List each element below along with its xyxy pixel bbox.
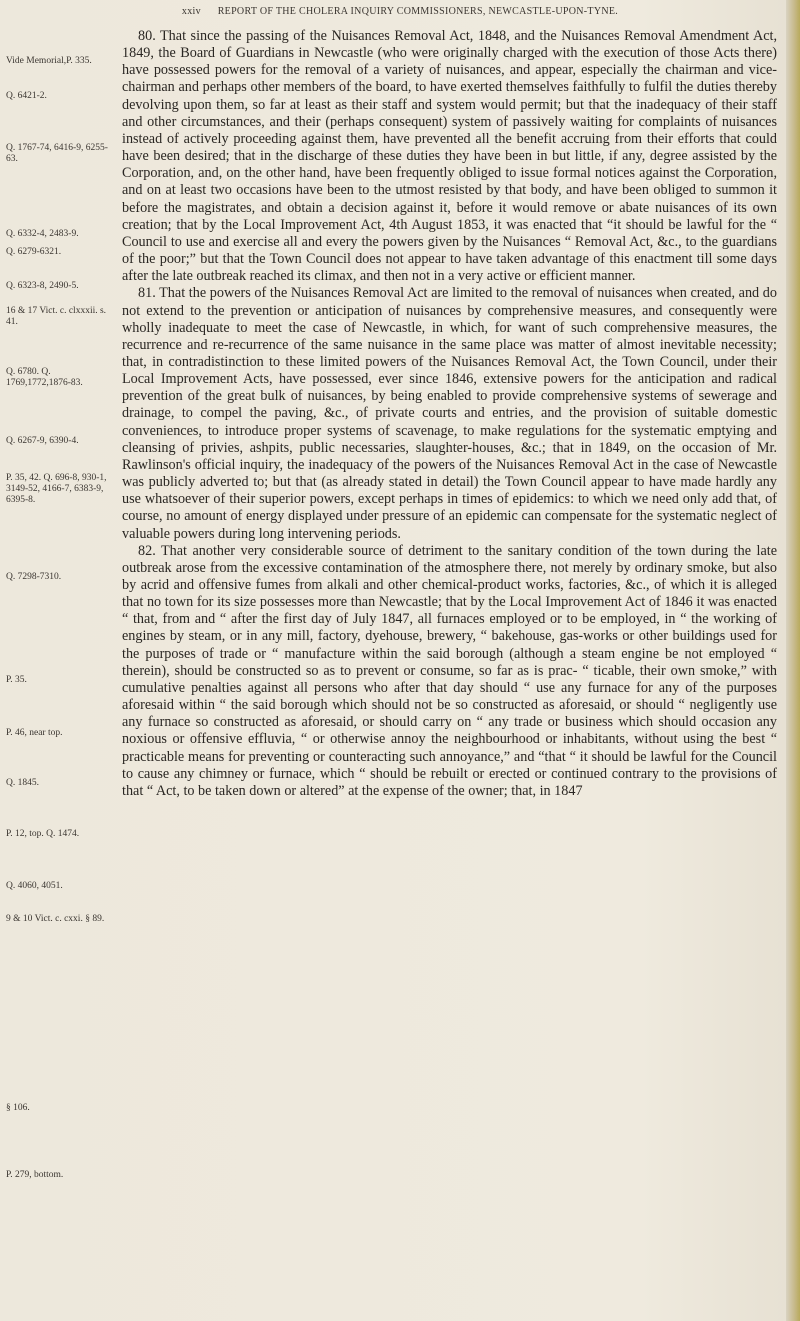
page-number: xxiv [181,6,201,17]
margin-note: Q. 4060, 4051. [6,881,63,891]
margin-note: P. 35. [6,675,27,685]
margin-note: Q. 6421-2. [6,91,47,101]
running-header [0,6,800,17]
margin-note: Q. 6332-4, 2483-9. [6,229,79,239]
margin-note: 16 & 17 Vict. c. clxxxii. s. 41. [6,306,107,327]
margin-note: P. 12, top. Q. 1474. [6,829,80,839]
margin-note: Q. 7298-7310. [6,572,62,582]
margin-note: Q. 6323-8, 2490-5. [6,281,79,291]
margin-note: 9 & 10 Vict. c. cxxi. § 89. [6,914,105,924]
paragraph-81: 81. That the powers of the Nuisances Removal Act are limited to the removal of nuisances when created, and do not extend to the prevention or anticipation of nuisances by comprehensive measures, and consequently were wholly inadequate to meet the case of Newcastle, in which, for want of such comprehensive measures, the recurrence and re-recurrence of the same nuisance in the same place was matter of almost inevitable necessity; that, in contradistinction to these limited powers of the Nuisances Removal Act, the Town Council, under their Local Improvement Acts, have possessed, ever since 1846, extensive powers for the anticipation and radical prevention of the great bulk of nuisances, by being enabled to provide comprehensive systems of sewerage and drainage, to compel the paving, &c., of private courts and entries, and the provision of suitable domestic conveniences, to introduce proper systems of scavenage, to make regulations for the systematic emptying and cleansing of privies, ashpits, public necessaries, slaughter-houses, &c.; that in 1849, on the occasion of Mr. Rawlinson's official inquiry, the inadequacy of the powers of the Nuisances Removal Act in the case of Newcastle was publicly adverted to; but that (as already stated in detail) the Town Council appear to have made hardly any use whatsoever of their superior powers, except perhaps in times of epidemics: to which we need only add that, of course, no amount of energy displayed under pressure of an epidemic can compensate for the systematic neglect of valuable powers during long intervening periods. [122,285,777,542]
body-text [122,28,777,800]
margin-note: P. 279, bottom. [6,1170,64,1180]
margin-note: P. 35, 42. Q. 696-8, 930-1, 3149-52, 4166-7, 6383-9, 6395-8. [6,473,107,505]
margin-note: § 106. [6,1103,30,1113]
margin-note: Q. 6279-6321. [6,247,62,257]
paragraph-80: 80. That since the passing of the Nuisances Removal Act, 1848, and the Nuisances Removal Amendment Act, 1849, the Board of Guardians in Newcastle (who were originally charged with the execution of those Acts there) have possessed powers for the removal of a variety of nuisances, and appear, especially the chairman and vice-chairman and perhaps other members of the board, to have exerted themselves faithfully to fulfil the duties thereby devolving upon them, so far at least as their staff and system would permit; but that the inadequacy of their staff and other circumstances, and their (perhaps consequent) system of passively waiting for complaints of nuisances instead of actively proceeding against them, have prevented all the benefit accruing from their efforts that could have been desired; that in the discharge of these duties they have been in but little, if any, degree assisted by the Corporation, and, on the other hand, have been frequently obliged to issue formal notices against the Corporation, and on at least two occasions have been to the utmost resisted by that body, and have been obliged to summon it before the magistrates, and obtain a decision against it, before it would remove or abate nuisances of its own creation; that by the Local Improvement Act, 4th August 1853, it was enacted that “it should be lawful for the “ Council to use and exercise all and every the powers given by the Nuisances “ Removal Act, &c., to the guardians of the poor;” but that the Town Council does not appear to have taken advantage of this enactment till some days after the late outbreak reached its climax, and then not in a very active or efficient manner. [122,28,777,285]
margin-note: Q. 1767-74, 6416-9, 6255-63. [6,143,108,164]
margin-note: Q. 1845. [6,778,39,788]
running-title: REPORT OF THE CHOLERA INQUIRY COMMISSIONERS, NEWCASTLE-UPON-TYNE. [217,6,619,17]
margin-note: Q. 6780. Q. 1769,1772,1876-83. [6,367,83,388]
paragraph-82: 82. That another very considerable source of detriment to the sanitary condition of the town during the late outbreak arose from the excessive contamination of the atmosphere there, not merely by ordinary smoke, but also by acrid and offensive fumes from alkali and other chemical-product works, factories, &c., of which it is alleged that no town for its size possesses more than Newcastle; that by the Local Improvement Act of 1846 it was enacted “ that, from and “ after the first day of July 1847, all furnaces employed or to be employed, in “ the working of engines by steam, or in any mill, factory, dyehouse, brewery, “ bakehouse, gas-works or other buildings used for the purposes of trade or “ manufacture within the said borough (although a steam engine be not employed “ therein), should be constructed so as to prevent or consume, so far as is prac- “ ticable, their own smoke,” with cumulative penalties against all persons who after that day should “ use any furnace for any of the purposes aforesaid within “ the said borough which should not be so constructed as aforesaid, or should “ negligently use any furnace so constructed as aforesaid, or should carry on “ any trade or business which should occasion any noxious or offensive effluvia, “ or otherwise annoy the neighbourhood or inhabitants, without using the best “ practicable means for preventing or counteracting such annoyance,” and “that “ it should be lawful for the Council to cause any chimney or furnace, which “ should be rebuilt or erected or continued contrary to the provisions of that “ Act, to be taken down or altered” at the expense of the owner; that, in 1847 [122,542,777,799]
margin-note: Q. 6267-9, 6390-4. [6,436,79,446]
page-edge [786,0,800,1321]
margin-note: P. 46, near top. [6,728,63,738]
margin-note: Vide Memorial,P. 335. [6,56,92,66]
